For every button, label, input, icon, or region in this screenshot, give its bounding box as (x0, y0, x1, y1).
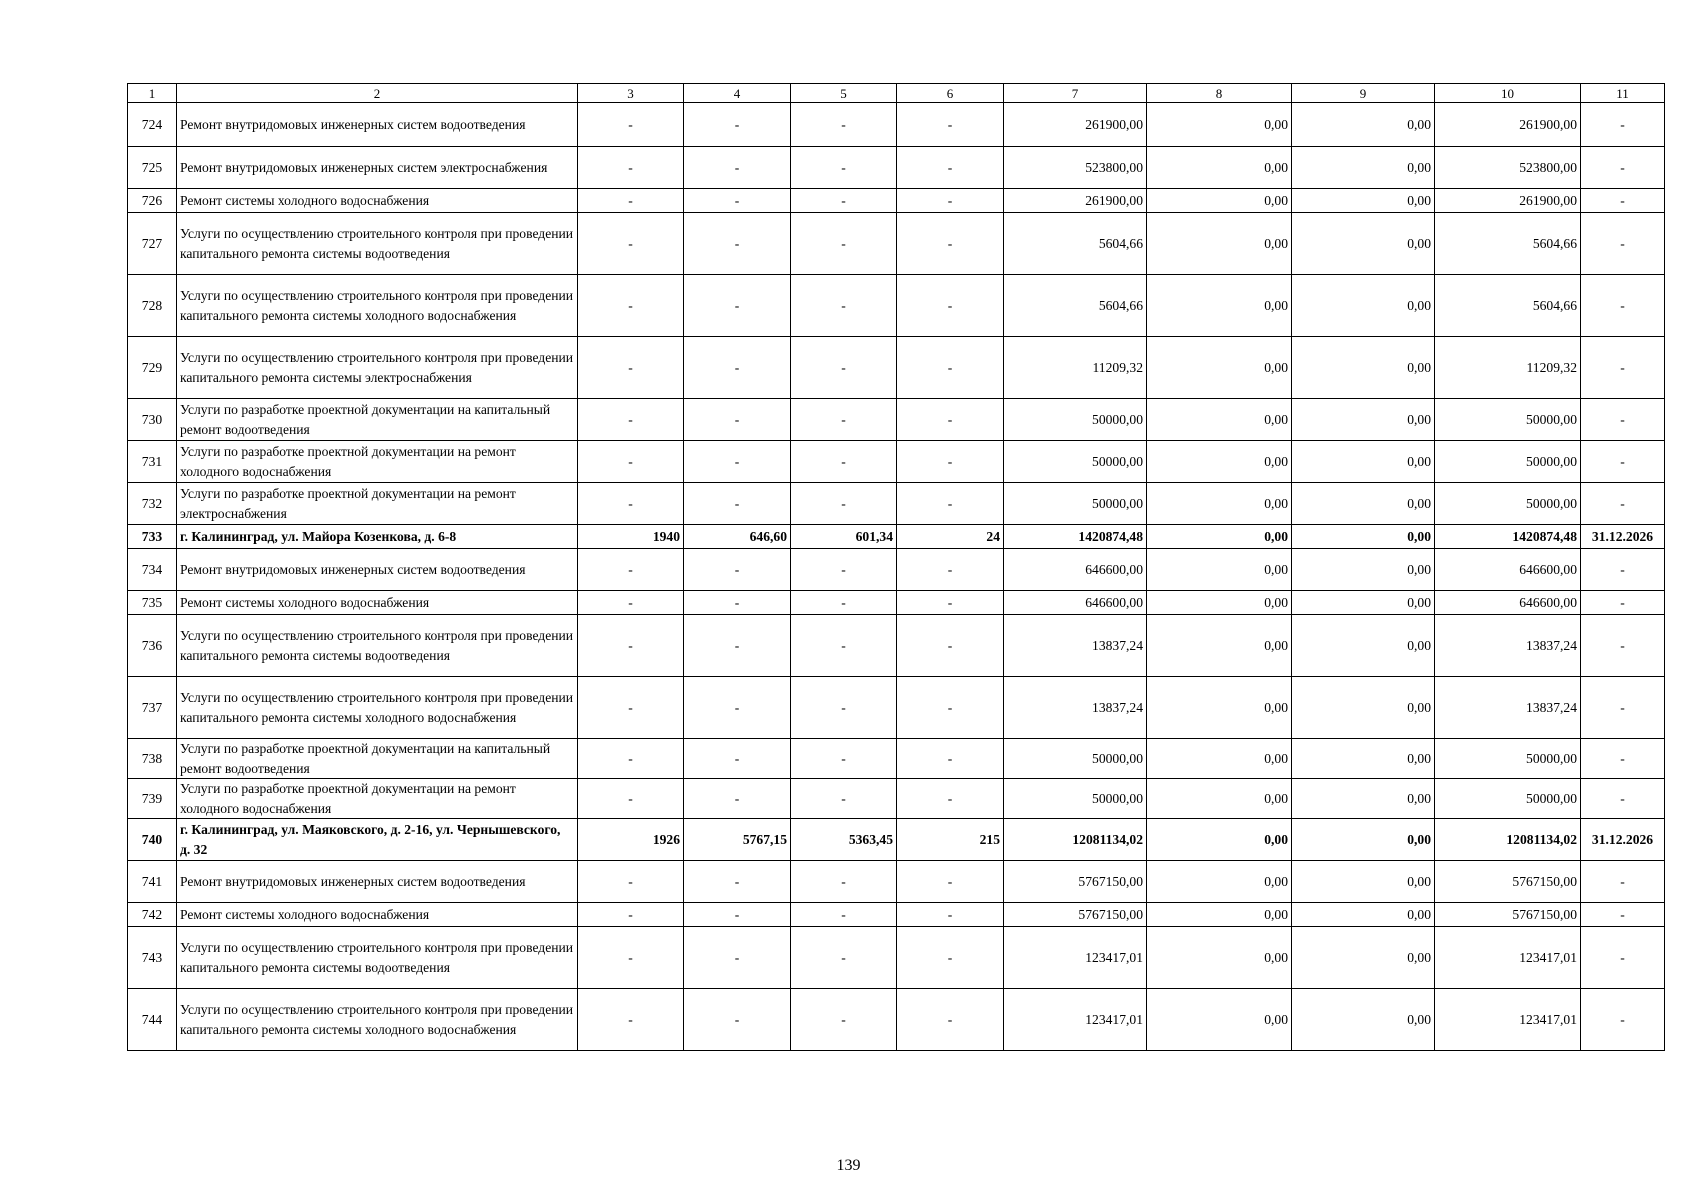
regional-funds-cell: 0,00 (1292, 903, 1435, 927)
living-area-cell: - (791, 337, 897, 399)
completion-date-cell: - (1581, 677, 1665, 739)
work-description-cell: Услуги по осуществлению строительного контроля при проведении капитального ремонта системы холодного водоснабжения (177, 677, 578, 739)
completion-date-cell: - (1581, 213, 1665, 275)
residents-cell: 24 (897, 525, 1004, 549)
row-number-cell: 741 (128, 861, 177, 903)
residents-cell: - (897, 989, 1004, 1051)
total-cost-cell: 261900,00 (1004, 103, 1147, 147)
residents-cell: - (897, 103, 1004, 147)
table-row (128, 103, 1665, 147)
owner-funds-cell: 123417,01 (1435, 927, 1581, 989)
total-area-cell: - (684, 591, 791, 615)
regional-funds-cell: 0,00 (1292, 927, 1435, 989)
total-cost-cell: 11209,32 (1004, 337, 1147, 399)
federal-funds-cell: 0,00 (1147, 903, 1292, 927)
completion-date-cell: - (1581, 591, 1665, 615)
completion-date-cell: 31.12.2026 (1581, 525, 1665, 549)
residents-cell: - (897, 275, 1004, 337)
work-description-cell: Услуги по осуществлению строительного контроля при проведении капитального ремонта системы водоотведения (177, 615, 578, 677)
table-row (128, 677, 1665, 739)
regional-funds-cell: 0,00 (1292, 739, 1435, 779)
table-row (128, 525, 1665, 549)
total-area-cell: 5767,15 (684, 819, 791, 861)
living-area-cell: - (791, 927, 897, 989)
living-area-cell: - (791, 399, 897, 441)
year-cell: - (578, 903, 684, 927)
total-area-cell: - (684, 399, 791, 441)
total-cost-cell: 50000,00 (1004, 399, 1147, 441)
completion-date-cell: - (1581, 441, 1665, 483)
regional-funds-cell: 0,00 (1292, 213, 1435, 275)
federal-funds-cell: 0,00 (1147, 927, 1292, 989)
total-cost-cell: 50000,00 (1004, 779, 1147, 819)
work-description-cell: Услуги по осуществлению строительного контроля при проведении капитального ремонта системы холодного водоснабжения (177, 275, 578, 337)
completion-date-cell: - (1581, 103, 1665, 147)
owner-funds-cell: 261900,00 (1435, 189, 1581, 213)
federal-funds-cell: 0,00 (1147, 739, 1292, 779)
table-row (128, 213, 1665, 275)
total-area-cell: - (684, 861, 791, 903)
living-area-cell: - (791, 441, 897, 483)
owner-funds-cell: 50000,00 (1435, 739, 1581, 779)
year-cell: - (578, 399, 684, 441)
year-cell: - (578, 189, 684, 213)
completion-date-cell: - (1581, 861, 1665, 903)
owner-funds-cell: 123417,01 (1435, 989, 1581, 1051)
table-row (128, 337, 1665, 399)
column-header: 10 (1435, 84, 1581, 103)
row-number-cell: 729 (128, 337, 177, 399)
table-row (128, 275, 1665, 337)
work-description-cell: Услуги по разработке проектной документации на ремонт электроснабжения (177, 483, 578, 525)
year-cell: 1926 (578, 819, 684, 861)
federal-funds-cell: 0,00 (1147, 213, 1292, 275)
total-area-cell: - (684, 989, 791, 1051)
residents-cell: - (897, 779, 1004, 819)
federal-funds-cell: 0,00 (1147, 337, 1292, 399)
table-row (128, 989, 1665, 1051)
total-area-cell: - (684, 213, 791, 275)
total-area-cell: - (684, 677, 791, 739)
regional-funds-cell: 0,00 (1292, 989, 1435, 1051)
table-row (128, 861, 1665, 903)
completion-date-cell: - (1581, 275, 1665, 337)
work-description-cell: Услуги по осуществлению строительного контроля при проведении капитального ремонта системы водоотведения (177, 213, 578, 275)
federal-funds-cell: 0,00 (1147, 615, 1292, 677)
residents-cell: - (897, 549, 1004, 591)
regional-funds-cell: 0,00 (1292, 337, 1435, 399)
table-row (128, 903, 1665, 927)
total-area-cell: - (684, 337, 791, 399)
total-cost-cell: 1420874,48 (1004, 525, 1147, 549)
row-number-cell: 728 (128, 275, 177, 337)
row-number-cell: 734 (128, 549, 177, 591)
year-cell: - (578, 213, 684, 275)
living-area-cell: - (791, 779, 897, 819)
total-cost-cell: 123417,01 (1004, 989, 1147, 1051)
owner-funds-cell: 5604,66 (1435, 275, 1581, 337)
residents-cell: - (897, 147, 1004, 189)
owner-funds-cell: 5767150,00 (1435, 861, 1581, 903)
residents-cell: - (897, 441, 1004, 483)
living-area-cell: 601,34 (791, 525, 897, 549)
work-description-cell: Ремонт системы холодного водоснабжения (177, 903, 578, 927)
regional-funds-cell: 0,00 (1292, 861, 1435, 903)
total-cost-cell: 5604,66 (1004, 213, 1147, 275)
work-description-cell: Услуги по осуществлению строительного контроля при проведении капитального ремонта системы электроснабжения (177, 337, 578, 399)
living-area-cell: - (791, 213, 897, 275)
year-cell: - (578, 861, 684, 903)
work-description-cell: Ремонт системы холодного водоснабжения (177, 189, 578, 213)
federal-funds-cell: 0,00 (1147, 399, 1292, 441)
total-area-cell: 646,60 (684, 525, 791, 549)
column-header: 3 (578, 84, 684, 103)
total-cost-cell: 646600,00 (1004, 591, 1147, 615)
completion-date-cell: - (1581, 779, 1665, 819)
owner-funds-cell: 50000,00 (1435, 779, 1581, 819)
total-cost-cell: 50000,00 (1004, 441, 1147, 483)
year-cell: - (578, 779, 684, 819)
total-cost-cell: 50000,00 (1004, 739, 1147, 779)
work-description-cell: Ремонт внутридомовых инженерных систем водоотведения (177, 861, 578, 903)
regional-funds-cell: 0,00 (1292, 549, 1435, 591)
table-row (128, 441, 1665, 483)
residents-cell: - (897, 927, 1004, 989)
regional-funds-cell: 0,00 (1292, 779, 1435, 819)
total-area-cell: - (684, 189, 791, 213)
owner-funds-cell: 50000,00 (1435, 483, 1581, 525)
table-row (128, 615, 1665, 677)
row-number-cell: 739 (128, 779, 177, 819)
table-row (128, 483, 1665, 525)
living-area-cell: - (791, 275, 897, 337)
work-description-cell: Услуги по разработке проектной документации на ремонт холодного водоснабжения (177, 441, 578, 483)
owner-funds-cell: 5767150,00 (1435, 903, 1581, 927)
regional-funds-cell: 0,00 (1292, 399, 1435, 441)
work-description-cell: Ремонт внутридомовых инженерных систем электроснабжения (177, 147, 578, 189)
table-row (128, 189, 1665, 213)
completion-date-cell: - (1581, 549, 1665, 591)
year-cell: - (578, 441, 684, 483)
federal-funds-cell: 0,00 (1147, 189, 1292, 213)
total-area-cell: - (684, 903, 791, 927)
total-area-cell: - (684, 927, 791, 989)
federal-funds-cell: 0,00 (1147, 103, 1292, 147)
year-cell: - (578, 739, 684, 779)
residents-cell: - (897, 615, 1004, 677)
residents-cell: - (897, 399, 1004, 441)
completion-date-cell: - (1581, 903, 1665, 927)
total-cost-cell: 523800,00 (1004, 147, 1147, 189)
regional-funds-cell: 0,00 (1292, 147, 1435, 189)
residents-cell: - (897, 189, 1004, 213)
owner-funds-cell: 646600,00 (1435, 549, 1581, 591)
completion-date-cell: 31.12.2026 (1581, 819, 1665, 861)
column-header: 11 (1581, 84, 1665, 103)
total-area-cell: - (684, 275, 791, 337)
table-row (128, 819, 1665, 861)
owner-funds-cell: 11209,32 (1435, 337, 1581, 399)
row-number-cell: 724 (128, 103, 177, 147)
living-area-cell: - (791, 677, 897, 739)
regional-funds-cell: 0,00 (1292, 819, 1435, 861)
year-cell: - (578, 989, 684, 1051)
year-cell: 1940 (578, 525, 684, 549)
owner-funds-cell: 12081134,02 (1435, 819, 1581, 861)
living-area-cell: - (791, 103, 897, 147)
federal-funds-cell: 0,00 (1147, 147, 1292, 189)
regional-funds-cell: 0,00 (1292, 103, 1435, 147)
completion-date-cell: - (1581, 337, 1665, 399)
living-area-cell: - (791, 903, 897, 927)
completion-date-cell: - (1581, 739, 1665, 779)
residents-cell: - (897, 677, 1004, 739)
year-cell: - (578, 147, 684, 189)
regional-funds-cell: 0,00 (1292, 189, 1435, 213)
year-cell: - (578, 337, 684, 399)
owner-funds-cell: 13837,24 (1435, 677, 1581, 739)
total-area-cell: - (684, 739, 791, 779)
regional-funds-cell: 0,00 (1292, 275, 1435, 337)
total-area-cell: - (684, 441, 791, 483)
living-area-cell: 5363,45 (791, 819, 897, 861)
federal-funds-cell: 0,00 (1147, 525, 1292, 549)
year-cell: - (578, 927, 684, 989)
federal-funds-cell: 0,00 (1147, 441, 1292, 483)
year-cell: - (578, 677, 684, 739)
year-cell: - (578, 103, 684, 147)
work-description-cell: Услуги по разработке проектной документации на капитальный ремонт водоотведения (177, 399, 578, 441)
column-header: 9 (1292, 84, 1435, 103)
residents-cell: - (897, 591, 1004, 615)
total-area-cell: - (684, 549, 791, 591)
owner-funds-cell: 1420874,48 (1435, 525, 1581, 549)
federal-funds-cell: 0,00 (1147, 861, 1292, 903)
regional-funds-cell: 0,00 (1292, 615, 1435, 677)
total-cost-cell: 12081134,02 (1004, 819, 1147, 861)
row-number-cell: 731 (128, 441, 177, 483)
completion-date-cell: - (1581, 989, 1665, 1051)
row-number-cell: 737 (128, 677, 177, 739)
total-area-cell: - (684, 103, 791, 147)
residents-cell: - (897, 213, 1004, 275)
row-number-cell: 740 (128, 819, 177, 861)
regional-funds-cell: 0,00 (1292, 483, 1435, 525)
column-number-row (128, 84, 1665, 103)
column-header: 7 (1004, 84, 1147, 103)
column-header: 6 (897, 84, 1004, 103)
page-number: 139 (836, 1157, 861, 1174)
owner-funds-cell: 13837,24 (1435, 615, 1581, 677)
federal-funds-cell: 0,00 (1147, 591, 1292, 615)
table-row (128, 549, 1665, 591)
federal-funds-cell: 0,00 (1147, 989, 1292, 1051)
total-area-cell: - (684, 615, 791, 677)
completion-date-cell: - (1581, 189, 1665, 213)
column-header: 1 (128, 84, 177, 103)
column-header: 4 (684, 84, 791, 103)
year-cell: - (578, 591, 684, 615)
completion-date-cell: - (1581, 147, 1665, 189)
living-area-cell: - (791, 615, 897, 677)
owner-funds-cell: 646600,00 (1435, 591, 1581, 615)
total-cost-cell: 13837,24 (1004, 615, 1147, 677)
residents-cell: 215 (897, 819, 1004, 861)
work-description-cell: Ремонт системы холодного водоснабжения (177, 591, 578, 615)
total-cost-cell: 646600,00 (1004, 549, 1147, 591)
table-row (128, 739, 1665, 779)
total-cost-cell: 261900,00 (1004, 189, 1147, 213)
regional-funds-cell: 0,00 (1292, 525, 1435, 549)
total-cost-cell: 5604,66 (1004, 275, 1147, 337)
regional-funds-cell: 0,00 (1292, 677, 1435, 739)
work-description-cell: Услуги по осуществлению строительного контроля при проведении капитального ремонта системы водоотведения (177, 927, 578, 989)
year-cell: - (578, 615, 684, 677)
completion-date-cell: - (1581, 615, 1665, 677)
year-cell: - (578, 549, 684, 591)
owner-funds-cell: 50000,00 (1435, 399, 1581, 441)
row-number-cell: 732 (128, 483, 177, 525)
completion-date-cell: - (1581, 927, 1665, 989)
work-description-cell: г. Калининград, ул. Маяковского, д. 2-16, ул. Чернышевского, д. 32 (177, 819, 578, 861)
work-description-cell: Ремонт внутридомовых инженерных систем водоотведения (177, 103, 578, 147)
total-cost-cell: 13837,24 (1004, 677, 1147, 739)
regional-funds-cell: 0,00 (1292, 441, 1435, 483)
row-number-cell: 742 (128, 903, 177, 927)
living-area-cell: - (791, 483, 897, 525)
living-area-cell: - (791, 591, 897, 615)
living-area-cell: - (791, 189, 897, 213)
row-number-cell: 743 (128, 927, 177, 989)
work-description-cell: Услуги по разработке проектной документации на ремонт холодного водоснабжения (177, 779, 578, 819)
living-area-cell: - (791, 549, 897, 591)
owner-funds-cell: 523800,00 (1435, 147, 1581, 189)
row-number-cell: 726 (128, 189, 177, 213)
table-row (128, 591, 1665, 615)
row-number-cell: 727 (128, 213, 177, 275)
work-description-cell: г. Калининград, ул. Майора Козенкова, д. 6-8 (177, 525, 578, 549)
federal-funds-cell: 0,00 (1147, 275, 1292, 337)
total-area-cell: - (684, 483, 791, 525)
work-description-cell: Ремонт внутридомовых инженерных систем водоотведения (177, 549, 578, 591)
work-description-cell: Услуги по осуществлению строительного контроля при проведении капитального ремонта системы холодного водоснабжения (177, 989, 578, 1051)
total-cost-cell: 123417,01 (1004, 927, 1147, 989)
federal-funds-cell: 0,00 (1147, 819, 1292, 861)
total-cost-cell: 5767150,00 (1004, 861, 1147, 903)
federal-funds-cell: 0,00 (1147, 779, 1292, 819)
row-number-cell: 730 (128, 399, 177, 441)
column-header: 5 (791, 84, 897, 103)
owner-funds-cell: 5604,66 (1435, 213, 1581, 275)
federal-funds-cell: 0,00 (1147, 677, 1292, 739)
column-header: 2 (177, 84, 578, 103)
completion-date-cell: - (1581, 483, 1665, 525)
residents-cell: - (897, 861, 1004, 903)
work-description-cell: Услуги по разработке проектной документации на капитальный ремонт водоотведения (177, 739, 578, 779)
row-number-cell: 738 (128, 739, 177, 779)
living-area-cell: - (791, 739, 897, 779)
total-cost-cell: 5767150,00 (1004, 903, 1147, 927)
completion-date-cell: - (1581, 399, 1665, 441)
regional-funds-cell: 0,00 (1292, 591, 1435, 615)
year-cell: - (578, 483, 684, 525)
year-cell: - (578, 275, 684, 337)
row-number-cell: 735 (128, 591, 177, 615)
table-body (128, 84, 1665, 1051)
federal-funds-cell: 0,00 (1147, 483, 1292, 525)
total-area-cell: - (684, 779, 791, 819)
living-area-cell: - (791, 861, 897, 903)
living-area-cell: - (791, 147, 897, 189)
federal-funds-cell: 0,00 (1147, 549, 1292, 591)
table-row (128, 147, 1665, 189)
row-number-cell: 744 (128, 989, 177, 1051)
row-number-cell: 725 (128, 147, 177, 189)
total-cost-cell: 50000,00 (1004, 483, 1147, 525)
owner-funds-cell: 50000,00 (1435, 441, 1581, 483)
table-row (128, 927, 1665, 989)
residents-cell: - (897, 903, 1004, 927)
budget-table (127, 83, 1665, 1051)
residents-cell: - (897, 483, 1004, 525)
column-header: 8 (1147, 84, 1292, 103)
row-number-cell: 733 (128, 525, 177, 549)
table-row (128, 399, 1665, 441)
table-row (128, 779, 1665, 819)
total-area-cell: - (684, 147, 791, 189)
residents-cell: - (897, 739, 1004, 779)
living-area-cell: - (791, 989, 897, 1051)
row-number-cell: 736 (128, 615, 177, 677)
owner-funds-cell: 261900,00 (1435, 103, 1581, 147)
residents-cell: - (897, 337, 1004, 399)
